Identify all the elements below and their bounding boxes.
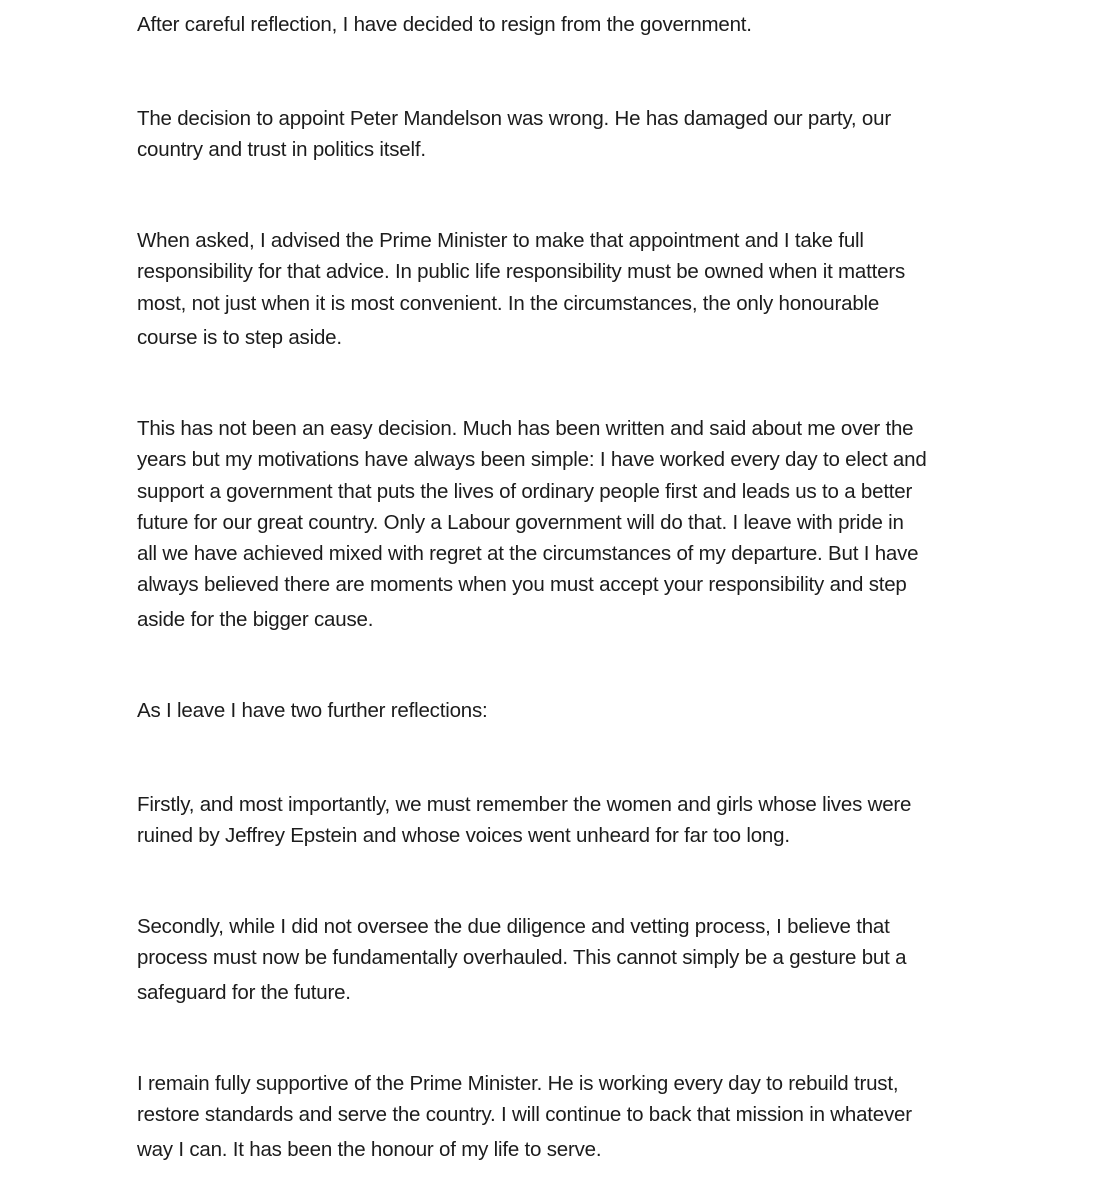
text-line: always believed there are moments when you must accept your responsibility and step bbox=[137, 573, 907, 597]
text-line: aside for the bigger cause. bbox=[137, 607, 374, 631]
text-line: When asked, I advised the Prime Minister to make that appointment and I take full bbox=[137, 229, 864, 252]
text-line: I remain fully supportive of the Prime Minister. He is working every day to rebuild trust, bbox=[137, 1072, 899, 1095]
paragraph-secondly bbox=[137, 911, 906, 1008]
paragraph-motivations bbox=[137, 413, 927, 635]
paragraph-supportive bbox=[137, 1068, 912, 1165]
text-line: years but my motivations have always been simple: I have worked every day to elect and bbox=[137, 448, 927, 472]
paragraph-appointment-wrong bbox=[137, 103, 891, 166]
text-line: The decision to appoint Peter Mandelson was wrong. He has damaged our party, our bbox=[137, 107, 891, 130]
text-line: Secondly, while I did not oversee the due diligence and vetting process, I believe that bbox=[137, 915, 890, 938]
text-line: future for our great country. Only a Labour government will do that. I leave with pride in bbox=[137, 510, 904, 534]
text-line: country and trust in politics itself. bbox=[137, 138, 426, 162]
text-line: way I can. It has been the honour of my life to serve. bbox=[137, 1137, 602, 1161]
text-line: After careful reflection, I have decided to resign from the government. bbox=[137, 13, 752, 36]
text-line: all we have achieved mixed with regret at the circumstances of my departure. But I have bbox=[137, 542, 919, 566]
paragraph-two-reflections bbox=[137, 695, 488, 726]
text-line: This has not been an easy decision. Much has been written and said about me over the bbox=[137, 417, 914, 440]
text-line: process must now be fundamentally overhauled. This cannot simply be a gesture but a bbox=[137, 946, 907, 970]
text-line: course is to step aside. bbox=[137, 325, 342, 349]
text-line: restore standards and serve the country. I will continue to back that mission in whatever bbox=[137, 1103, 912, 1127]
text-line: most, not just when it is most convenient. In the circumstances, the only honourable bbox=[137, 291, 880, 315]
paragraph-responsibility bbox=[137, 225, 905, 353]
text-line: safeguard for the future. bbox=[137, 980, 351, 1004]
paragraph-resignation bbox=[137, 9, 752, 40]
text-line: Firstly, and most importantly, we must remember the women and girls whose lives were bbox=[137, 793, 912, 816]
text-line: As I leave I have two further reflections: bbox=[137, 699, 488, 722]
paragraph-firstly bbox=[137, 789, 911, 852]
text-line: ruined by Jeffrey Epstein and whose voices went unheard for far too long. bbox=[137, 824, 790, 848]
text-line: responsibility for that advice. In public life responsibility must be owned when it matters bbox=[137, 260, 906, 284]
text-line: support a government that puts the lives of ordinary people first and leads us to a better bbox=[137, 479, 913, 503]
